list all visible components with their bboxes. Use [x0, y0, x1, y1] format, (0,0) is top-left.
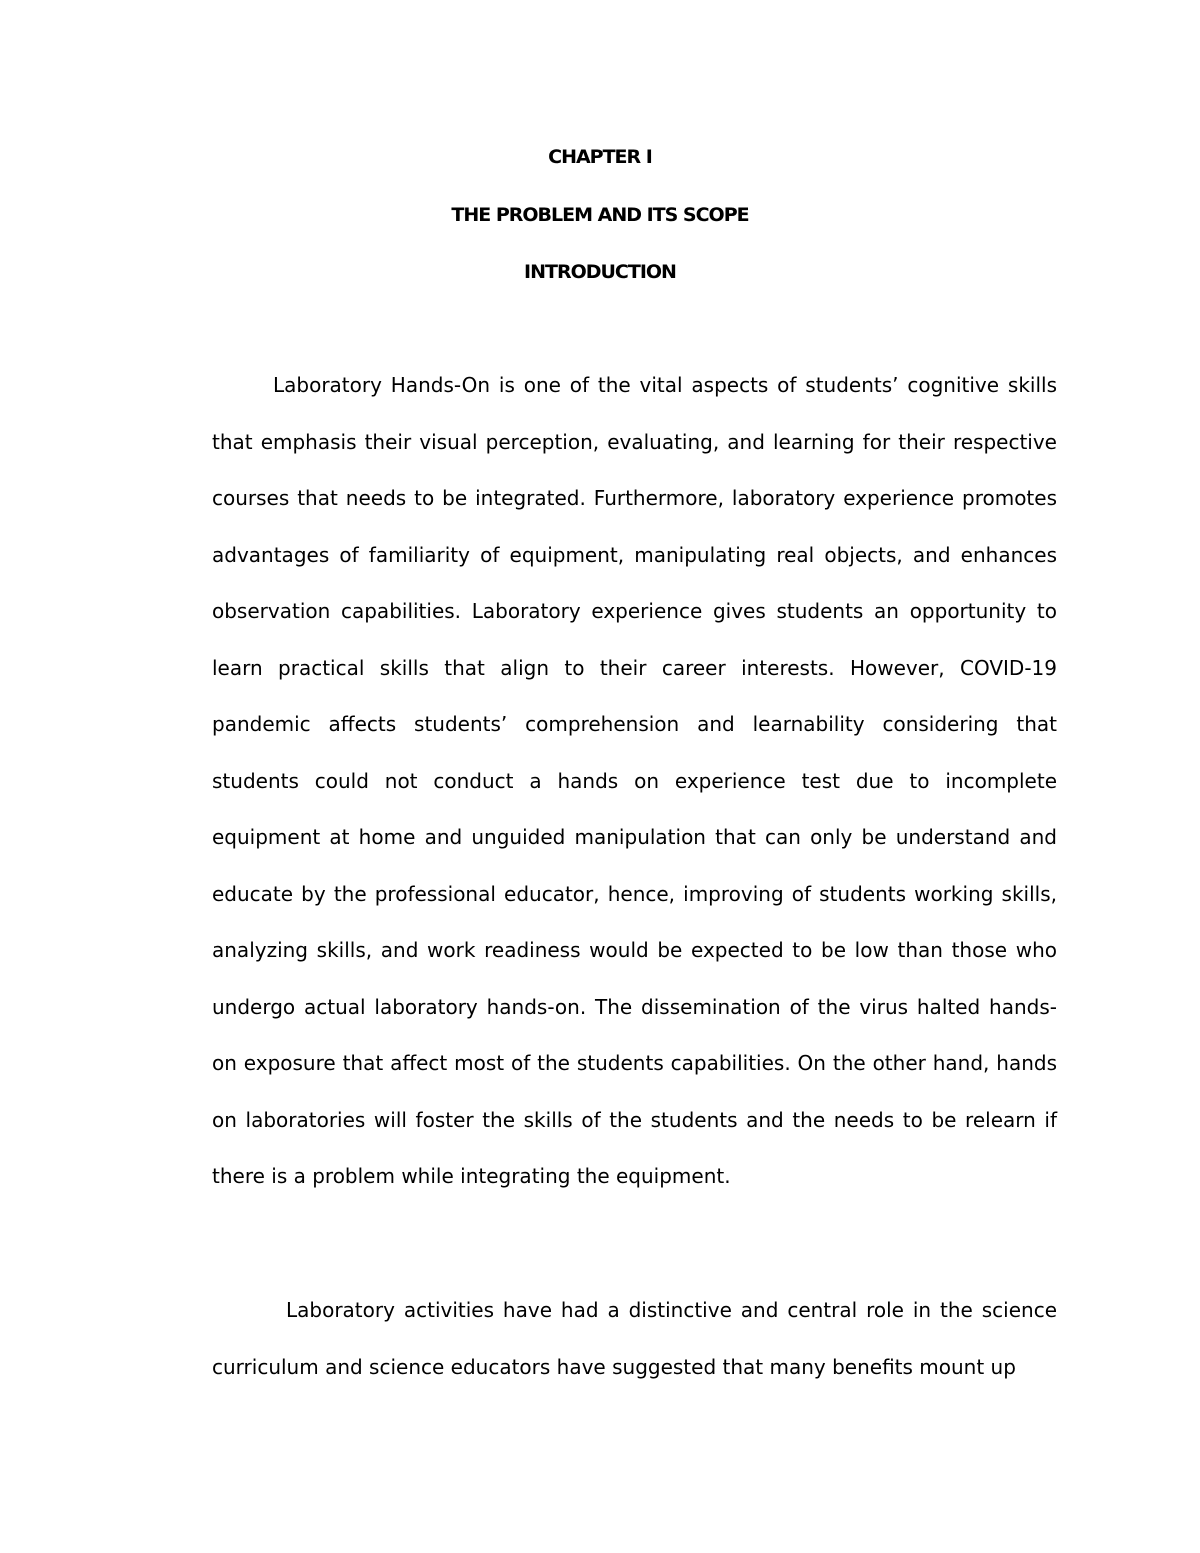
chapter-title: THE PROBLEM AND ITS SCOPE — [451, 204, 749, 226]
paragraph-1: Laboratory Hands-On is one of the vital aspects of students’ cognitive skills that emphasis their visual perception, evaluating, and learning for their respective courses that needs to be integrated. Furthermore, laboratory experience promotes advantages of familiarity of equipment, manipulating real objects, and enhances observation capabilities. Laboratory experience gives students an opportunity to learn practical skills that align to their career interests. However, COVID-19 pandemic affects students’ comprehension and learnability considering that students could not conduct a hands on experience test due to incomplete equipment at home and unguided manipulation that can only be understand and educate by the professional educator, hence, improving of students working skills, analyzing skills, and work readiness would be expected to be low than those who undergo actual laboratory hands-on. The dissemination of the virus halted hands-on exposure that affect most of the students capabilities. On the other hand, hands on laboratories will foster the skills of the students and the needs to be relearn if there is a problem while integrating the equipment. — [212, 373, 1057, 1188]
section-title: INTRODUCTION — [524, 261, 676, 283]
chapter-heading: CHAPTER I — [548, 146, 652, 168]
paragraph-2: Laboratory activities have had a distinctive and central role in the science curriculum and science educators have suggested that many benefits mount up — [212, 1298, 1057, 1379]
